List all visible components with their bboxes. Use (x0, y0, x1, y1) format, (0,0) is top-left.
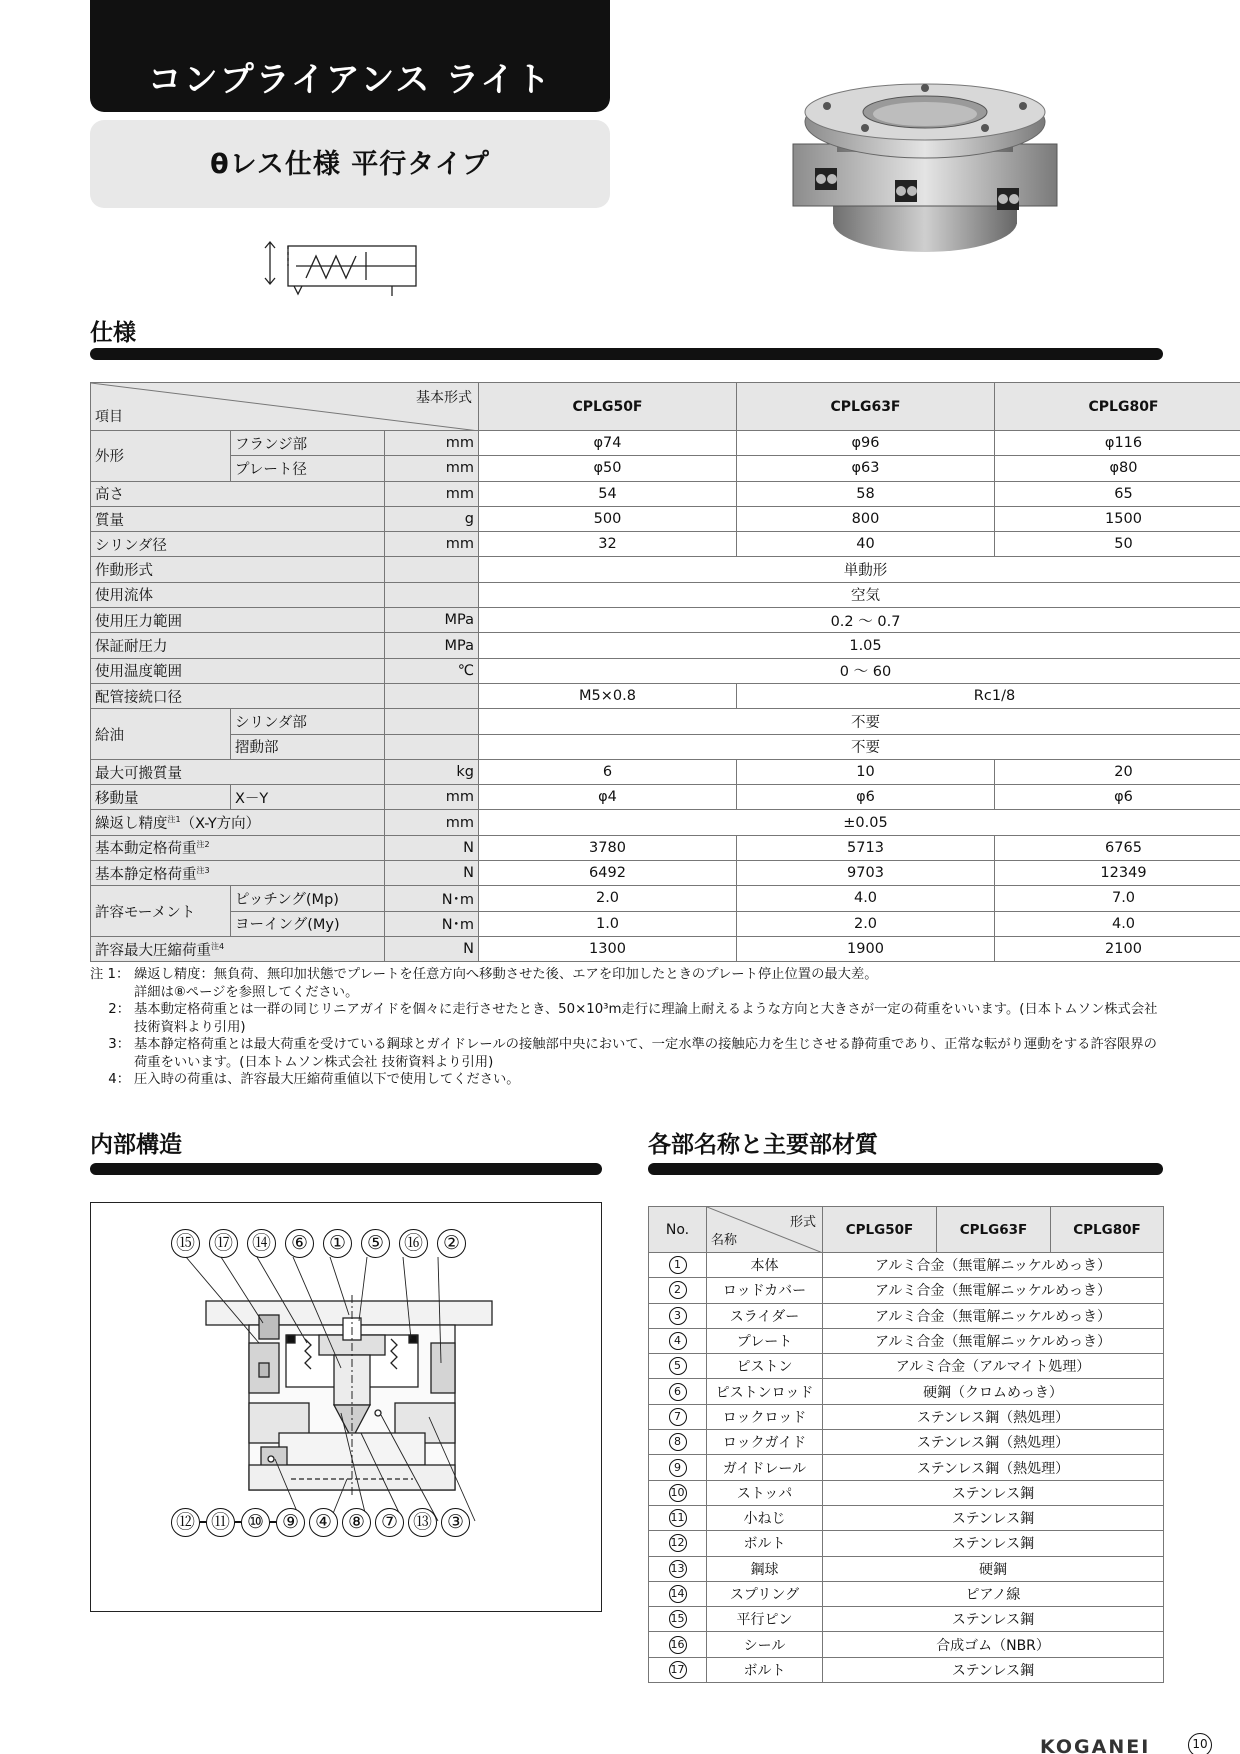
spec-unit: N･m (385, 911, 479, 936)
mat-no: 7 (669, 1408, 687, 1426)
page-title: コンプライアンス ライト (147, 60, 553, 100)
callout-label: ⑬ (408, 1508, 437, 1537)
mat-material: ステンレス鋼 (823, 1657, 1164, 1682)
callout-label: ⑩ (241, 1508, 270, 1537)
spec-note-ref: 注4 (211, 941, 225, 951)
spec-item-label (91, 582, 385, 607)
mat-part-name: シール (707, 1632, 823, 1657)
mat-no: 3 (669, 1307, 687, 1325)
mat-row (649, 1404, 1164, 1429)
spec-value: 20 (995, 759, 1240, 784)
mat-row (649, 1379, 1164, 1404)
spec-row (91, 785, 1240, 810)
spec-row (91, 582, 1240, 607)
spec-notes (90, 966, 1170, 1089)
spec-corner-bottom: 項目 (95, 409, 123, 425)
mat-no-cell (649, 1379, 707, 1404)
mat-material: ステンレス鋼（熱処理） (823, 1404, 1164, 1429)
spec-item-label (91, 936, 385, 961)
mat-part-name: ストッパ (707, 1480, 823, 1505)
spec-row (91, 532, 1240, 557)
mat-no: 12 (669, 1534, 687, 1552)
spec-item-label (91, 861, 385, 886)
spec-item-label-text: 最大可搬質量 (95, 765, 182, 782)
mat-no-cell (649, 1404, 707, 1429)
mat-part-name: 本体 (707, 1253, 823, 1278)
spec-row (91, 431, 1240, 456)
product-photo (775, 82, 1075, 282)
spec-item-label-text: 質量 (95, 512, 124, 529)
spec-corner-cell (91, 383, 479, 431)
callout-label: ⑪ (206, 1508, 235, 1537)
spec-value: 2.0 (737, 911, 995, 936)
mat-part-name: ロッドカバー (707, 1278, 823, 1303)
spec-row (91, 911, 1240, 936)
spec-value: 6 (479, 759, 737, 784)
mat-material: 硬鋼（クロムめっき） (823, 1379, 1164, 1404)
spec-model-header: CPLG80F (995, 383, 1240, 431)
note-number: 3： (108, 1037, 130, 1052)
mat-no-cell (649, 1328, 707, 1353)
mat-row (649, 1253, 1164, 1278)
mat-row (649, 1278, 1164, 1303)
spec-value: 不要 (479, 709, 1240, 734)
spec-value: φ96 (737, 431, 995, 456)
spec-value: 0 ～ 60 (479, 658, 1240, 683)
pneumatic-symbol-icon (262, 238, 422, 300)
callout-label: ⑮ (171, 1229, 200, 1258)
note-item (90, 1001, 1170, 1036)
callout-label: ⑥ (285, 1229, 314, 1258)
spec-value: φ50 (479, 456, 737, 481)
mat-row (649, 1581, 1164, 1606)
spec-group-label: 許容モーメント (91, 886, 231, 937)
mat-no: 10 (669, 1484, 687, 1502)
spec-value: 50 (995, 532, 1240, 557)
mat-no-cell (649, 1430, 707, 1455)
spec-item-label-text: 使用圧力範囲 (95, 613, 182, 630)
mat-no: 2 (669, 1281, 687, 1299)
spec-unit: mm (385, 456, 479, 481)
spec-row (91, 633, 1240, 658)
note-text: 詳細は⑧ページを参照してください。 (134, 984, 359, 1000)
mat-no: 16 (669, 1636, 687, 1654)
mat-no-cell (649, 1278, 707, 1303)
spec-value: 6765 (995, 835, 1240, 860)
spec-item-label: フランジ部 (231, 431, 385, 456)
note-number: 2： (108, 1002, 130, 1017)
mat-row (649, 1430, 1164, 1455)
spec-row (91, 481, 1240, 506)
spec-value: M5×0.8 (479, 683, 737, 708)
mat-no-cell (649, 1455, 707, 1480)
note-item (90, 1036, 1170, 1071)
mat-no: 15 (669, 1610, 687, 1628)
spec-note-ref: 注2 (196, 840, 210, 850)
spec-value: 54 (479, 481, 737, 506)
callout-label: ⑫ (171, 1508, 200, 1537)
mat-part-name: プレート (707, 1328, 823, 1353)
spec-value: 1900 (737, 936, 995, 961)
spec-note-ref: 注1 (167, 815, 181, 825)
spec-item-label-text: 基本動定格荷重 (95, 841, 197, 858)
spec-item-label: 摺動部 (231, 734, 385, 759)
spec-row (91, 557, 1240, 582)
spec-value: φ4 (479, 785, 737, 810)
mat-row (649, 1531, 1164, 1556)
mat-material: アルミ合金（無電解ニッケルめっき） (823, 1328, 1164, 1353)
spec-value: 0.2 ～ 0.7 (479, 608, 1240, 633)
mat-part-name: ガイドレール (707, 1455, 823, 1480)
spec-corner-top: 基本形式 (416, 390, 472, 406)
note-item (90, 966, 1170, 984)
spec-unit (385, 734, 479, 759)
section-bar (90, 348, 1163, 360)
spec-value: 500 (479, 506, 737, 531)
spec-table (90, 382, 1240, 962)
note-text: 繰返し精度：無負荷、無印加状態でプレートを任意方向へ移動させた後、エアを印加したときのプレート停止位置の最大差。 (134, 967, 878, 982)
mat-row (649, 1632, 1164, 1657)
spec-value: 800 (737, 506, 995, 531)
spec-unit: ℃ (385, 658, 479, 683)
spec-value: 2.0 (479, 886, 737, 911)
mat-material: アルミ合金（無電解ニッケルめっき） (823, 1253, 1164, 1278)
spec-value: 1.05 (479, 633, 1240, 658)
mat-row (649, 1354, 1164, 1379)
spec-item-label-text: 基本静定格荷重 (95, 866, 197, 883)
spec-model-header: CPLG63F (737, 383, 995, 431)
brand-logo: KOGANEI (1040, 1736, 1151, 1754)
spec-value: 58 (737, 481, 995, 506)
spec-unit: mm (385, 481, 479, 506)
callout-label: ⑨ (276, 1508, 305, 1537)
spec-value: 32 (479, 532, 737, 557)
callout-label: ⑧ (342, 1508, 371, 1537)
mat-no: 8 (669, 1433, 687, 1451)
spec-value: 4.0 (737, 886, 995, 911)
spec-value: 空気 (479, 582, 1240, 607)
mat-no: 9 (669, 1459, 687, 1477)
section-bar (90, 1163, 602, 1175)
mat-corner-top: 形式 (789, 1215, 816, 1230)
mat-no-cell (649, 1657, 707, 1682)
mat-no-cell (649, 1632, 707, 1657)
spec-item-label (91, 759, 385, 784)
spec-value: 単動形 (479, 557, 1240, 582)
mat-no: 14 (669, 1585, 687, 1603)
mat-no-cell (649, 1354, 707, 1379)
mat-no: 11 (669, 1509, 687, 1527)
spec-item-label: シリンダ部 (231, 709, 385, 734)
spec-value: φ80 (995, 456, 1240, 481)
section-title-spec: 仕様 (90, 320, 136, 346)
callouts-top (171, 1229, 471, 1259)
mat-material: アルミ合金（アルマイト処理） (823, 1354, 1164, 1379)
callout-label: ③ (441, 1508, 470, 1537)
mat-material: ステンレス鋼 (823, 1531, 1164, 1556)
mat-part-name: スライダー (707, 1303, 823, 1328)
spec-value: 不要 (479, 734, 1240, 759)
spec-value: 5713 (737, 835, 995, 860)
mat-part-name: ロックガイド (707, 1430, 823, 1455)
spec-row (91, 886, 1240, 911)
mat-no-cell (649, 1480, 707, 1505)
spec-item-label-text: 高さ (95, 487, 124, 504)
mat-no: 6 (669, 1383, 687, 1401)
mat-no: 1 (669, 1256, 687, 1274)
spec-unit: N (385, 835, 479, 860)
spec-item-label: ピッチング(Mp) (231, 886, 385, 911)
spec-item-label-suffix: （X-Y方向） (180, 816, 261, 833)
callout-label: ⑦ (375, 1508, 404, 1537)
spec-value: 7.0 (995, 886, 1240, 911)
spec-value: 65 (995, 481, 1240, 506)
materials-table (648, 1206, 1164, 1683)
spec-value: 10 (737, 759, 995, 784)
spec-unit: N (385, 861, 479, 886)
section-title-materials: 各部名称と主要部材質 (648, 1132, 878, 1158)
spec-value: 1300 (479, 936, 737, 961)
mat-row (649, 1556, 1164, 1581)
mat-row (649, 1607, 1164, 1632)
spec-unit (385, 582, 479, 607)
spec-item-label (91, 557, 385, 582)
spec-item-label-text: 配管接続口径 (95, 689, 182, 706)
spec-item-label (91, 532, 385, 557)
note-text: 圧入時の荷重は、許容最大圧縮荷重値以下で使用してください。 (134, 1072, 520, 1087)
mat-model-header: CPLG50F (823, 1207, 937, 1253)
spec-unit: N･m (385, 886, 479, 911)
spec-group-label: 給油 (91, 709, 231, 760)
spec-value: 1.0 (479, 911, 737, 936)
spec-value: φ116 (995, 431, 1240, 456)
mat-part-name: 小ねじ (707, 1505, 823, 1530)
note-text: 基本静定格荷重とは最大荷重を受けている鋼球とガイドレールの接触部中央において、一定水準の接触応力を生じさせる静荷重であり、正常な転がり運動をする許容限界の荷重をいいます。(日本トムソン株式会社 技術資料より引用) (134, 1037, 1157, 1070)
spec-item-label-text: 使用流体 (95, 588, 153, 605)
mat-no: 13 (669, 1560, 687, 1578)
mat-row (649, 1455, 1164, 1480)
spec-row (91, 709, 1240, 734)
page-subtitle: θレス仕様 平行タイプ (210, 149, 490, 180)
mat-row (649, 1480, 1164, 1505)
spec-row (91, 810, 1240, 835)
spec-item-label (91, 835, 385, 860)
spec-value: 3780 (479, 835, 737, 860)
section-bar (648, 1163, 1163, 1175)
spec-value: Rc1/8 (737, 683, 1240, 708)
spec-value: 12349 (995, 861, 1240, 886)
spec-model-header: CPLG50F (479, 383, 737, 431)
callout-label: ④ (309, 1508, 338, 1537)
spec-row (91, 658, 1240, 683)
mat-row (649, 1328, 1164, 1353)
spec-row (91, 936, 1240, 961)
spec-value: 6492 (479, 861, 737, 886)
spec-unit (385, 683, 479, 708)
mat-no-cell (649, 1303, 707, 1328)
mat-material: ピアノ線 (823, 1581, 1164, 1606)
spec-unit: kg (385, 759, 479, 784)
mat-no-cell (649, 1581, 707, 1606)
mat-material: ステンレス鋼（熱処理） (823, 1455, 1164, 1480)
mat-model-header: CPLG80F (1051, 1207, 1164, 1253)
mat-no-cell (649, 1556, 707, 1581)
mat-material: ステンレス鋼 (823, 1607, 1164, 1632)
subtitle-banner (90, 120, 610, 208)
spec-item-label-text: シリンダ径 (95, 537, 167, 554)
mat-part-name: ボルト (707, 1657, 823, 1682)
spec-item-label-text: 保証耐圧力 (95, 639, 168, 656)
spec-item-label (91, 633, 385, 658)
mat-row (649, 1657, 1164, 1682)
spec-value: 9703 (737, 861, 995, 886)
spec-value: φ63 (737, 456, 995, 481)
mat-material: アルミ合金（無電解ニッケルめっき） (823, 1278, 1164, 1303)
mat-part-name: ピストン (707, 1354, 823, 1379)
note-text: 基本動定格荷重とは一群の同じリニアガイドを個々に走行させたとき、50×10³m走行に理論上耐えるような方向と大きさが一定の荷重をいいます。(日本トムソン株式会社 技術資料より引用) (134, 1002, 1158, 1035)
spec-item-label (91, 481, 385, 506)
note-number (90, 984, 134, 1002)
title-banner (90, 0, 610, 112)
mat-no-header: No. (649, 1207, 707, 1253)
spec-item-label-text: 繰返し精度 (95, 816, 168, 833)
spec-unit: mm (385, 431, 479, 456)
spec-value: 4.0 (995, 911, 1240, 936)
mat-part-name: ボルト (707, 1531, 823, 1556)
mat-part-name: ロックロッド (707, 1404, 823, 1429)
mat-row (649, 1303, 1164, 1328)
spec-note-ref: 注3 (196, 865, 210, 875)
note-item (90, 984, 1170, 1002)
callout-label: ⑯ (399, 1229, 428, 1258)
mat-no: 17 (669, 1661, 687, 1679)
mat-part-name: 鋼球 (707, 1556, 823, 1581)
mat-corner-cell (707, 1207, 823, 1253)
spec-item-label (91, 683, 385, 708)
spec-value: 2100 (995, 936, 1240, 961)
spec-item-label: X－Y (231, 785, 385, 810)
spec-row (91, 506, 1240, 531)
callout-label: ② (437, 1229, 466, 1258)
spec-value: φ6 (737, 785, 995, 810)
spec-unit: MPa (385, 608, 479, 633)
spec-item-label (91, 810, 385, 835)
spec-item-label: ヨーイング(My) (231, 911, 385, 936)
callouts-bottom (171, 1507, 491, 1537)
spec-unit: mm (385, 810, 479, 835)
spec-unit: MPa (385, 633, 479, 658)
mat-no-cell (649, 1505, 707, 1530)
mat-row (649, 1505, 1164, 1530)
mat-part-name: スプリング (707, 1581, 823, 1606)
internal-structure-diagram (90, 1202, 602, 1612)
spec-row (91, 835, 1240, 860)
spec-value: 1500 (995, 506, 1240, 531)
spec-row (91, 759, 1240, 784)
spec-item-label: プレート径 (231, 456, 385, 481)
note-number: 4： (108, 1072, 130, 1087)
spec-group-label: 移動量 (91, 785, 231, 810)
callout-label: ⑰ (209, 1229, 238, 1258)
mat-part-name: ピストンロッド (707, 1379, 823, 1404)
mat-material: アルミ合金（無電解ニッケルめっき） (823, 1303, 1164, 1328)
spec-unit: mm (385, 532, 479, 557)
callout-label: ⑭ (247, 1229, 276, 1258)
spec-group-label: 外形 (91, 431, 231, 482)
mat-no: 5 (669, 1357, 687, 1375)
mat-material: ステンレス鋼 (823, 1480, 1164, 1505)
note-item (90, 1071, 1170, 1089)
spec-unit: N (385, 936, 479, 961)
spec-row (91, 734, 1240, 759)
spec-value: 40 (737, 532, 995, 557)
spec-row (91, 861, 1240, 886)
spec-unit: mm (385, 785, 479, 810)
mat-no-cell (649, 1607, 707, 1632)
callout-label: ⑤ (361, 1229, 390, 1258)
mat-material: 硬鋼 (823, 1556, 1164, 1581)
spec-unit (385, 557, 479, 582)
spec-item-label-text: 作動形式 (95, 563, 153, 580)
spec-value: φ74 (479, 431, 737, 456)
spec-item-label (91, 608, 385, 633)
spec-unit: g (385, 506, 479, 531)
mat-material: ステンレス鋼 (823, 1505, 1164, 1530)
mat-no: 4 (669, 1332, 687, 1350)
spec-unit (385, 709, 479, 734)
spec-item-label-text: 許容最大圧縮荷重 (95, 942, 211, 959)
mat-part-name: 平行ピン (707, 1607, 823, 1632)
note-number: 注 1： (90, 967, 130, 982)
page-number: 10 (1188, 1733, 1212, 1754)
spec-item-label (91, 506, 385, 531)
mat-no-cell (649, 1253, 707, 1278)
spec-row (91, 456, 1240, 481)
mat-material: ステンレス鋼（熱処理） (823, 1430, 1164, 1455)
mat-no-cell (649, 1531, 707, 1556)
mat-material: 合成ゴム（NBR） (823, 1632, 1164, 1657)
spec-value: ±0.05 (479, 810, 1240, 835)
spec-row (91, 608, 1240, 633)
spec-value: φ6 (995, 785, 1240, 810)
spec-row (91, 683, 1240, 708)
mat-model-header: CPLG63F (937, 1207, 1051, 1253)
spec-item-label (91, 658, 385, 683)
spec-item-label-text: 使用温度範囲 (95, 664, 182, 681)
section-title-structure: 内部構造 (90, 1132, 182, 1158)
callout-label: ① (323, 1229, 352, 1258)
mat-corner-bottom: 名称 (711, 1233, 738, 1248)
